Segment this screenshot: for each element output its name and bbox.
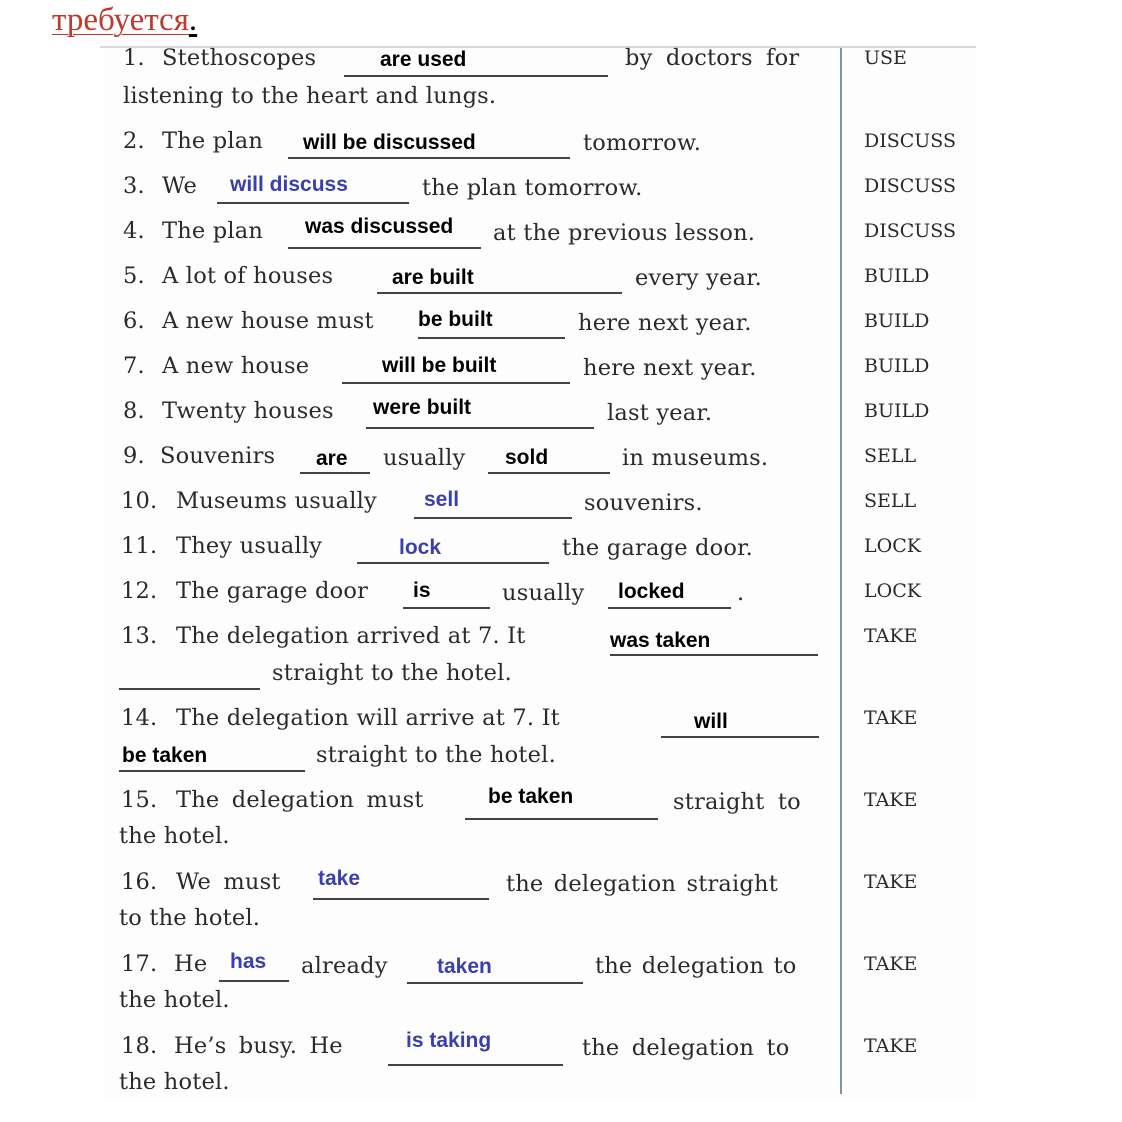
item-number: 15.: [121, 787, 158, 813]
answer-text: taken: [437, 955, 492, 978]
answer-blank[interactable]: [288, 156, 570, 159]
heading-text: требуется: [52, 2, 189, 38]
item-text: usually: [383, 445, 466, 471]
answer-text: sold: [505, 446, 549, 469]
item-number: 8.: [123, 398, 145, 424]
item-text: straight to the hotel.: [272, 660, 512, 686]
answer-blank[interactable]: [388, 1063, 563, 1066]
item-text: souvenirs.: [584, 490, 703, 516]
heading-dot: .: [188, 2, 198, 38]
answer-text: will be built: [382, 354, 497, 377]
heading: [52, 2, 197, 39]
item-text: A new house must: [162, 308, 374, 334]
answer-blank[interactable]: [288, 246, 481, 249]
item-text: the hotel.: [119, 987, 230, 1013]
answer-blank[interactable]: [366, 426, 594, 429]
answer-blank[interactable]: [313, 897, 489, 900]
item-number: 6.: [123, 308, 145, 334]
item-number: 16.: [121, 869, 158, 895]
verb-hint: LOCK: [864, 580, 921, 602]
item-number: 9.: [123, 443, 145, 469]
item-text: The plan: [162, 128, 264, 154]
answer-text: are used: [380, 48, 467, 71]
item-text: here next year.: [583, 355, 757, 381]
item-number: 12.: [121, 578, 158, 604]
verb-hint: TAKE: [864, 1035, 918, 1057]
answer-blank[interactable]: [219, 979, 289, 982]
answer-text: has: [230, 950, 267, 973]
item-number: 17.: [121, 951, 158, 977]
item-number: 18.: [121, 1033, 158, 1059]
item-text: listening to the heart and lungs.: [123, 83, 497, 109]
item-number: 10.: [121, 488, 158, 514]
answer-blank[interactable]: [610, 653, 818, 656]
item-number: 14.: [121, 705, 158, 731]
item-text: We must: [176, 869, 281, 895]
item-text: already: [301, 953, 388, 979]
item-text: the garage door.: [562, 535, 753, 561]
answer-blank[interactable]: [488, 471, 610, 474]
answer-text: are: [316, 447, 348, 470]
verb-hint: BUILD: [864, 400, 930, 422]
answer-text: will: [694, 710, 728, 733]
answer-text: were built: [373, 396, 472, 419]
answer-text: are built: [392, 266, 474, 289]
item-number: 3.: [123, 173, 145, 199]
verb-hint: USE: [864, 47, 907, 69]
answer-blank[interactable]: [414, 516, 572, 519]
answer-blank[interactable]: [357, 561, 549, 564]
item-text: to the hotel.: [119, 905, 261, 931]
item-text: the hotel.: [119, 1069, 230, 1095]
answer-blank[interactable]: [377, 291, 622, 294]
answer-text: will be discussed: [303, 131, 476, 154]
item-text: the delegation to: [595, 953, 797, 979]
answer-blank[interactable]: [465, 817, 658, 820]
answer-blank-continued[interactable]: [119, 687, 260, 690]
item-text: the plan tomorrow.: [422, 175, 643, 201]
item-number: 11.: [121, 533, 158, 559]
verb-hint: TAKE: [864, 707, 918, 729]
item-text: by doctors for: [625, 45, 800, 71]
answer-text: will discuss: [230, 173, 348, 196]
item-text: straight to the hotel.: [316, 742, 556, 768]
item-text: The delegation must: [176, 787, 424, 813]
item-text: the delegation straight: [506, 871, 778, 897]
item-number: 7.: [123, 353, 145, 379]
item-text: He’s busy. He: [174, 1033, 343, 1059]
item-text: Twenty houses: [162, 398, 334, 424]
answer-text: sell: [424, 488, 460, 511]
verb-hint: TAKE: [864, 789, 918, 811]
column-divider: [840, 48, 842, 1094]
answer-blank[interactable]: [217, 201, 409, 204]
item-text: usually: [502, 580, 585, 606]
verb-hint: LOCK: [864, 535, 921, 557]
verb-hint: BUILD: [864, 355, 930, 377]
item-text: The garage door: [176, 578, 369, 604]
item-text: They usually: [176, 533, 323, 559]
answer-blank[interactable]: [418, 336, 565, 339]
answer-text: be built: [418, 308, 493, 331]
item-number: 1.: [123, 45, 145, 71]
answer-blank[interactable]: [661, 735, 819, 738]
item-text: the hotel.: [119, 823, 230, 849]
answer-blank[interactable]: [407, 981, 583, 984]
item-text: in museums.: [622, 445, 769, 471]
item-number: 2.: [123, 128, 145, 154]
answer-text: is taking: [406, 1029, 492, 1052]
item-text: The delegation will arrive at 7. It: [176, 705, 560, 731]
item-number: 4.: [123, 218, 145, 244]
item-text: the delegation to: [582, 1035, 790, 1061]
answer-text: was discussed: [305, 215, 454, 238]
answer-blank[interactable]: [608, 606, 731, 609]
answer-text: be taken: [122, 744, 208, 767]
verb-hint: SELL: [864, 445, 917, 467]
item-text: tomorrow.: [583, 130, 702, 156]
item-text: Museums usually: [176, 488, 377, 514]
item-number: 5.: [123, 263, 145, 289]
item-text: here next year.: [578, 310, 752, 336]
answer-blank-continued[interactable]: [119, 769, 305, 772]
item-text: We: [162, 173, 198, 199]
verb-hint: BUILD: [864, 310, 930, 332]
answer-text: locked: [618, 580, 685, 603]
item-text: Souvenirs: [160, 443, 276, 469]
answer-text: be taken: [488, 785, 574, 808]
verb-hint: DISCUSS: [864, 175, 957, 197]
item-text: A new house: [162, 353, 310, 379]
item-text: He: [174, 951, 208, 977]
verb-hint: DISCUSS: [864, 220, 957, 242]
answer-blank[interactable]: [344, 74, 608, 77]
item-text: every year.: [635, 265, 763, 291]
item-text: Stethoscopes: [162, 45, 317, 71]
item-text: A lot of houses: [162, 263, 334, 289]
item-text: at the previous lesson.: [493, 220, 756, 246]
verb-hint: TAKE: [864, 871, 918, 893]
answer-text: was taken: [610, 629, 711, 652]
answer-blank[interactable]: [403, 606, 490, 609]
verb-hint: SELL: [864, 490, 917, 512]
answer-blank[interactable]: [342, 381, 570, 384]
answer-text: is: [413, 579, 431, 602]
verb-hint: BUILD: [864, 265, 930, 287]
answer-text: lock: [399, 536, 442, 559]
item-text: last year.: [607, 400, 713, 426]
answer-blank[interactable]: [300, 471, 370, 474]
verb-hint: TAKE: [864, 625, 918, 647]
answer-text: take: [318, 867, 361, 890]
item-text: straight to: [673, 789, 801, 815]
item-number: 13.: [121, 623, 158, 649]
item-text: The delegation arrived at 7. It: [176, 623, 526, 649]
item-text: .: [737, 580, 745, 606]
item-text: The plan: [162, 218, 264, 244]
verb-hint: TAKE: [864, 953, 918, 975]
verb-hint: DISCUSS: [864, 130, 957, 152]
exercise-sheet: [105, 46, 976, 1100]
